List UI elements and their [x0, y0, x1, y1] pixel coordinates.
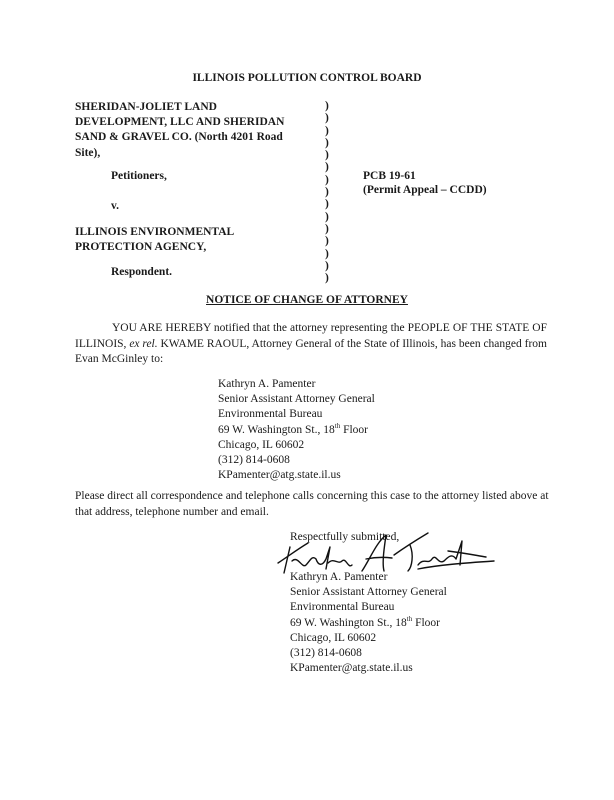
- paren: ): [325, 149, 329, 162]
- address-superscript: th: [334, 421, 341, 430]
- paren: ): [325, 100, 329, 112]
- address-text: Floor: [412, 616, 441, 629]
- signer-title: Senior Assistant Attorney General: [290, 586, 447, 599]
- paren: ): [325, 124, 329, 137]
- attorney-city: Chicago, IL 60602: [218, 438, 305, 451]
- respondent-line: ILLINOIS ENVIRONMENTAL: [75, 226, 235, 238]
- paragraph-text: KWAME RAOUL, Attorney General of the State of Illinois, has been changed from Evan McGinley to:: [75, 337, 547, 365]
- signer-name: Kathryn A. Pamenter: [290, 571, 388, 583]
- paragraph-text: YOU ARE HEREBY notified that the attorney representing the PEOPLE OF THE STATE OF ILLINOIS,: [75, 322, 547, 350]
- direction-paragraph: Please direct all correspondence and telephone calls concerning this case to the attorney listed above at that address, telephone number and email.: [75, 490, 549, 518]
- respondent-line: PROTECTION AGENCY,: [75, 241, 207, 254]
- address-text: 69 W. Washington St., 18: [290, 616, 407, 629]
- paren: ): [325, 136, 329, 149]
- paren: ): [325, 222, 329, 235]
- attorney-address: [218, 423, 375, 438]
- signer-address: [290, 616, 447, 631]
- caption-parentheses: [325, 100, 329, 284]
- attorney-bureau: Environmental Bureau: [218, 408, 323, 421]
- petitioner-line: Site),: [75, 146, 101, 159]
- attorney-email: KPamenter@atg.state.il.us: [218, 469, 341, 482]
- ex-rel-text: ex rel.: [129, 337, 158, 350]
- paren: ): [325, 186, 329, 199]
- paren: ): [325, 210, 329, 223]
- paren: ): [325, 198, 329, 211]
- petitioners-label: Petitioners,: [111, 170, 167, 182]
- attorney-title: Senior Assistant Attorney General: [218, 393, 375, 406]
- petitioner-line: DEVELOPMENT, LLC AND SHERIDAN: [75, 116, 285, 129]
- versus-label: v.: [111, 200, 119, 212]
- respondent-label: Respondent.: [111, 266, 173, 278]
- signer-city: Chicago, IL 60602: [290, 631, 377, 644]
- signature-contact-block: [290, 570, 447, 676]
- attorney-contact-block: [218, 377, 375, 483]
- respondent-names: [75, 225, 234, 255]
- board-title: ILLINOIS POLLUTION CONTROL BOARD: [192, 72, 422, 84]
- case-number: PCB 19-61: [363, 170, 416, 182]
- signer-bureau: Environmental Bureau: [290, 601, 395, 614]
- paren: ): [325, 173, 329, 186]
- paren: ): [325, 235, 329, 248]
- address-superscript: th: [406, 614, 413, 623]
- paren: ): [325, 161, 329, 174]
- paren: ): [325, 272, 329, 285]
- closing-text: Respectfully submitted,: [290, 531, 400, 543]
- case-type: (Permit Appeal – CCDD): [363, 184, 487, 196]
- paren: ): [325, 247, 329, 260]
- signer-phone: (312) 814-0608: [290, 647, 362, 660]
- notice-paragraph: [75, 321, 547, 368]
- attorney-phone: (312) 814-0608: [218, 454, 290, 467]
- attorney-name: Kathryn A. Pamenter: [218, 378, 316, 390]
- petitioner-names: [75, 100, 284, 161]
- address-text: Floor: [340, 423, 369, 436]
- paren: ): [325, 259, 329, 272]
- paren: ): [325, 112, 329, 125]
- petitioner-line: SAND & GRAVEL CO. (North 4201 Road: [75, 131, 283, 144]
- notice-title: NOTICE OF CHANGE OF ATTORNEY: [206, 294, 408, 306]
- petitioner-line: SHERIDAN-JOLIET LAND: [75, 101, 217, 113]
- signer-email: KPamenter@atg.state.il.us: [290, 662, 413, 675]
- address-text: 69 W. Washington St., 18: [218, 423, 335, 436]
